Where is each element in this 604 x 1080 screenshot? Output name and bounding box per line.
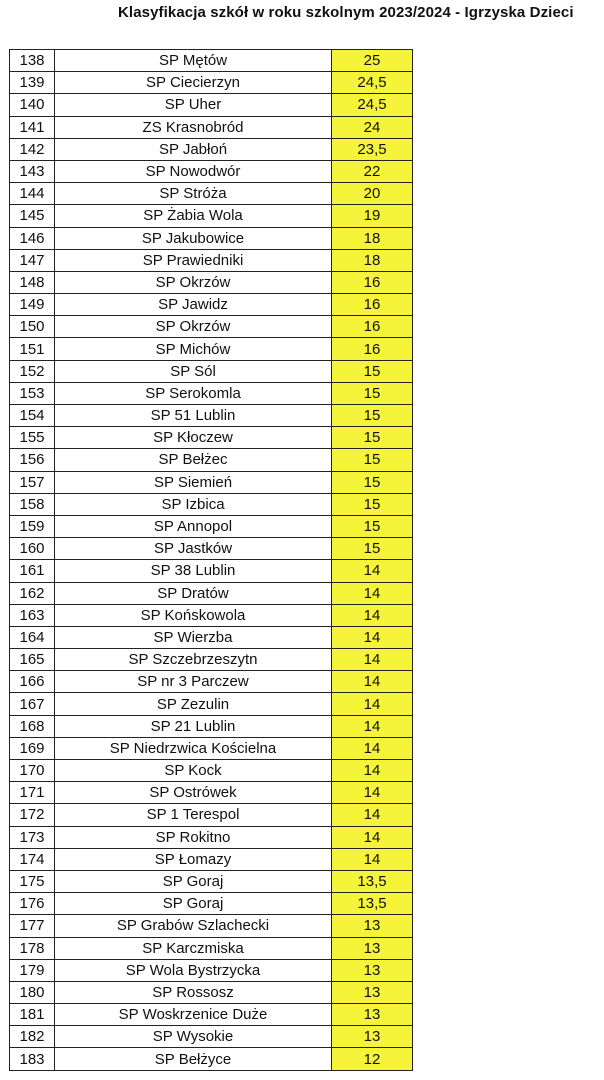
rank-cell: 163 [10, 604, 55, 626]
table-row [10, 870, 413, 892]
table-row [10, 626, 413, 648]
rank-cell: 182 [10, 1026, 55, 1048]
school-name-cell: SP Jakubowice [55, 227, 332, 249]
table-row [10, 737, 413, 759]
points-cell: 14 [332, 760, 413, 782]
rank-cell: 162 [10, 582, 55, 604]
school-name-cell: SP 1 Terespol [55, 804, 332, 826]
school-name-cell: SP nr 3 Parczew [55, 671, 332, 693]
table-row [10, 382, 413, 404]
rank-cell: 160 [10, 538, 55, 560]
school-name-cell: SP Mętów [55, 50, 332, 72]
points-cell: 24,5 [332, 94, 413, 116]
points-cell: 18 [332, 249, 413, 271]
table-row [10, 582, 413, 604]
rank-cell: 147 [10, 249, 55, 271]
points-cell: 14 [332, 626, 413, 648]
rank-cell: 150 [10, 316, 55, 338]
points-cell: 16 [332, 294, 413, 316]
rank-cell: 161 [10, 560, 55, 582]
school-name-cell: SP Rokitno [55, 826, 332, 848]
school-name-cell: SP Sól [55, 360, 332, 382]
points-cell: 19 [332, 205, 413, 227]
points-cell: 13 [332, 959, 413, 981]
points-cell: 14 [332, 737, 413, 759]
school-name-cell: SP Goraj [55, 870, 332, 892]
points-cell: 13 [332, 915, 413, 937]
points-cell: 22 [332, 160, 413, 182]
classification-table [9, 49, 413, 1071]
school-name-cell: SP Uher [55, 94, 332, 116]
points-cell: 15 [332, 493, 413, 515]
points-cell: 15 [332, 360, 413, 382]
rank-cell: 146 [10, 227, 55, 249]
school-name-cell: SP Prawiedniki [55, 249, 332, 271]
table-row [10, 227, 413, 249]
points-cell: 16 [332, 271, 413, 293]
rank-cell: 143 [10, 160, 55, 182]
points-cell: 13,5 [332, 870, 413, 892]
table-row [10, 893, 413, 915]
rank-cell: 153 [10, 382, 55, 404]
points-cell: 15 [332, 405, 413, 427]
points-cell: 15 [332, 427, 413, 449]
rank-cell: 159 [10, 515, 55, 537]
rank-cell: 154 [10, 405, 55, 427]
table-row [10, 715, 413, 737]
points-cell: 15 [332, 471, 413, 493]
school-name-cell: ZS Krasnobród [55, 116, 332, 138]
points-cell: 15 [332, 538, 413, 560]
rank-cell: 178 [10, 937, 55, 959]
table-row [10, 94, 413, 116]
rank-cell: 171 [10, 782, 55, 804]
points-cell: 14 [332, 649, 413, 671]
rank-cell: 173 [10, 826, 55, 848]
rank-cell: 172 [10, 804, 55, 826]
points-cell: 14 [332, 804, 413, 826]
school-name-cell: SP Rossosz [55, 981, 332, 1003]
table-row [10, 160, 413, 182]
table-row [10, 205, 413, 227]
points-cell: 13 [332, 1004, 413, 1026]
school-name-cell: SP Wola Bystrzycka [55, 959, 332, 981]
points-cell: 14 [332, 604, 413, 626]
rank-cell: 158 [10, 493, 55, 515]
rank-cell: 179 [10, 959, 55, 981]
rank-cell: 148 [10, 271, 55, 293]
table-row [10, 671, 413, 693]
rank-cell: 142 [10, 138, 55, 160]
school-name-cell: SP Nowodwór [55, 160, 332, 182]
school-name-cell: SP Woskrzenice Duże [55, 1004, 332, 1026]
table-row [10, 981, 413, 1003]
table-row [10, 1048, 413, 1070]
table-row [10, 760, 413, 782]
table-row [10, 804, 413, 826]
points-cell: 14 [332, 782, 413, 804]
points-cell: 14 [332, 826, 413, 848]
points-cell: 12 [332, 1048, 413, 1070]
points-cell: 20 [332, 183, 413, 205]
school-name-cell: SP Annopol [55, 515, 332, 537]
table-row [10, 604, 413, 626]
points-cell: 15 [332, 382, 413, 404]
points-cell: 25 [332, 50, 413, 72]
points-cell: 14 [332, 582, 413, 604]
school-name-cell: SP Kock [55, 760, 332, 782]
school-name-cell: SP Goraj [55, 893, 332, 915]
table-row [10, 515, 413, 537]
table-row [10, 50, 413, 72]
rank-cell: 157 [10, 471, 55, 493]
rank-cell: 169 [10, 737, 55, 759]
rank-cell: 174 [10, 848, 55, 870]
table-row [10, 294, 413, 316]
points-cell: 13 [332, 937, 413, 959]
rank-cell: 176 [10, 893, 55, 915]
school-name-cell: SP Wierzba [55, 626, 332, 648]
points-cell: 14 [332, 671, 413, 693]
table-row [10, 915, 413, 937]
school-name-cell: SP 38 Lublin [55, 560, 332, 582]
school-name-cell: SP Jawidz [55, 294, 332, 316]
rank-cell: 152 [10, 360, 55, 382]
school-name-cell: SP Jabłoń [55, 138, 332, 160]
points-cell: 15 [332, 515, 413, 537]
points-cell: 15 [332, 449, 413, 471]
points-cell: 24 [332, 116, 413, 138]
classification-rows [10, 50, 413, 1071]
rank-cell: 167 [10, 693, 55, 715]
table-row [10, 693, 413, 715]
table-row [10, 649, 413, 671]
school-name-cell: SP Serokomla [55, 382, 332, 404]
school-name-cell: SP Bełżyce [55, 1048, 332, 1070]
table-row [10, 538, 413, 560]
table-row [10, 493, 413, 515]
school-name-cell: SP Izbica [55, 493, 332, 515]
school-name-cell: SP Jastków [55, 538, 332, 560]
points-cell: 24,5 [332, 72, 413, 94]
rank-cell: 145 [10, 205, 55, 227]
rank-cell: 181 [10, 1004, 55, 1026]
school-name-cell: SP Okrzów [55, 316, 332, 338]
table-row [10, 826, 413, 848]
table-row [10, 183, 413, 205]
school-name-cell: SP Łomazy [55, 848, 332, 870]
points-cell: 13 [332, 981, 413, 1003]
points-cell: 13,5 [332, 893, 413, 915]
table-row [10, 782, 413, 804]
school-name-cell: SP Karczmiska [55, 937, 332, 959]
table-row [10, 72, 413, 94]
school-name-cell: SP Okrzów [55, 271, 332, 293]
table-row [10, 316, 413, 338]
school-name-cell: SP Grabów Szlachecki [55, 915, 332, 937]
school-name-cell: SP 21 Lublin [55, 715, 332, 737]
points-cell: 18 [332, 227, 413, 249]
table-row [10, 959, 413, 981]
table-row [10, 1026, 413, 1048]
table-row [10, 338, 413, 360]
rank-cell: 138 [10, 50, 55, 72]
school-name-cell: SP Końskowola [55, 604, 332, 626]
table-row [10, 449, 413, 471]
rank-cell: 144 [10, 183, 55, 205]
table-row [10, 116, 413, 138]
table-row [10, 560, 413, 582]
table-row [10, 1004, 413, 1026]
school-name-cell: SP Ciecierzyn [55, 72, 332, 94]
points-cell: 14 [332, 848, 413, 870]
points-cell: 14 [332, 693, 413, 715]
points-cell: 16 [332, 338, 413, 360]
rank-cell: 175 [10, 870, 55, 892]
table-row [10, 271, 413, 293]
rank-cell: 155 [10, 427, 55, 449]
points-cell: 14 [332, 560, 413, 582]
school-name-cell: SP Szczebrzeszytn [55, 649, 332, 671]
rank-cell: 165 [10, 649, 55, 671]
school-name-cell: SP Michów [55, 338, 332, 360]
table-row [10, 138, 413, 160]
table-row [10, 427, 413, 449]
school-name-cell: SP Stróża [55, 183, 332, 205]
school-name-cell: SP 51 Lublin [55, 405, 332, 427]
rank-cell: 166 [10, 671, 55, 693]
school-name-cell: SP Dratów [55, 582, 332, 604]
rank-cell: 151 [10, 338, 55, 360]
school-name-cell: SP Wysokie [55, 1026, 332, 1048]
points-cell: 13 [332, 1026, 413, 1048]
rank-cell: 183 [10, 1048, 55, 1070]
points-cell: 23,5 [332, 138, 413, 160]
rank-cell: 139 [10, 72, 55, 94]
school-name-cell: SP Bełżec [55, 449, 332, 471]
school-name-cell: SP Niedrzwica Kościelna [55, 737, 332, 759]
table-row [10, 249, 413, 271]
rank-cell: 168 [10, 715, 55, 737]
rank-cell: 156 [10, 449, 55, 471]
table-row [10, 471, 413, 493]
table-row [10, 937, 413, 959]
points-cell: 16 [332, 316, 413, 338]
table-row [10, 405, 413, 427]
table-row [10, 360, 413, 382]
rank-cell: 140 [10, 94, 55, 116]
rank-cell: 170 [10, 760, 55, 782]
school-name-cell: SP Siemień [55, 471, 332, 493]
school-name-cell: SP Ostrówek [55, 782, 332, 804]
school-name-cell: SP Zezulin [55, 693, 332, 715]
rank-cell: 164 [10, 626, 55, 648]
rank-cell: 141 [10, 116, 55, 138]
rank-cell: 180 [10, 981, 55, 1003]
rank-cell: 177 [10, 915, 55, 937]
school-name-cell: SP Kłoczew [55, 427, 332, 449]
school-name-cell: SP Żabia Wola [55, 205, 332, 227]
table-row [10, 848, 413, 870]
rank-cell: 149 [10, 294, 55, 316]
page-title: Klasyfikacja szkół w roku szkolnym 2023/2024 - Igrzyska Dzieci [118, 4, 574, 21]
points-cell: 14 [332, 715, 413, 737]
